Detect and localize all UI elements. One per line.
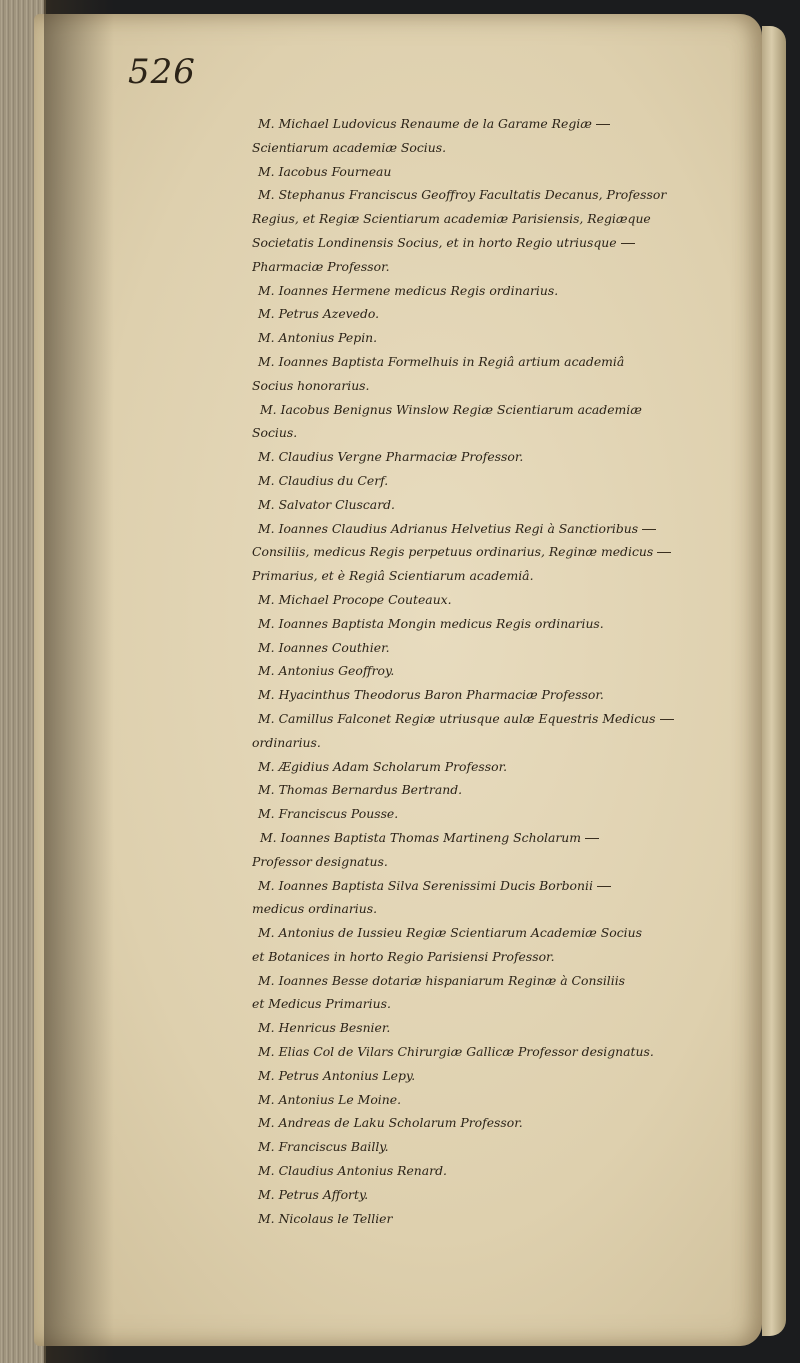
- list-line: Pharmaciæ Professor.: [252, 258, 390, 274]
- list-line: M. Thomas Bernardus Bertrand.: [258, 782, 463, 798]
- list-line: M. Michael Ludovicus Renaume de la Garame Regiæ: [252, 112, 692, 136]
- list-line: et Medicus Primarius.: [252, 996, 391, 1012]
- list-line: M. Claudius Vergne Pharmaciæ Professor.: [258, 449, 524, 465]
- list-line: M. Camillus Falconet Regiæ utriusque aulæ Equestris Medicus: [252, 707, 692, 731]
- list-line: M. Ioannes Hermene medicus Regis ordinarius.: [258, 282, 559, 298]
- list-line: M. Henricus Besnier.: [258, 1020, 391, 1036]
- list-line: M. Franciscus Bailly.: [258, 1139, 389, 1155]
- list-line: M. Antonius Geoffroy.: [258, 663, 395, 679]
- list-line: M. Claudius Antonius Renard.: [258, 1163, 447, 1179]
- list-line: Primarius, et è Regiâ Scientiarum academiâ.: [252, 568, 534, 584]
- list-line: M. Iacobus Fourneau: [258, 163, 392, 179]
- page-number: 526: [128, 52, 196, 92]
- list-line: M. Ioannes Besse dotariæ hispaniarum Reginæ à Consiliis: [258, 972, 626, 988]
- list-line: medicus ordinarius.: [252, 901, 378, 917]
- list-line: M. Iacobus Benignus Winslow Regiæ Scientiarum academiæ: [260, 401, 642, 417]
- list-line: M. Michael Procope Couteaux.: [258, 591, 452, 607]
- list-line: Consiliis, medicus Regis perpetuus ordinarius, Reginæ medicus: [252, 540, 692, 564]
- list-line: M. Antonius Le Moine.: [258, 1091, 402, 1107]
- list-line: Socius honorarius.: [252, 377, 370, 393]
- list-line: Scientiarum academiæ Socius.: [252, 139, 447, 155]
- list-line: M. Elias Col de Vilars Chirurgiæ Gallicæ Professor designatus.: [258, 1044, 654, 1060]
- list-line: Professor designatus.: [252, 853, 388, 869]
- list-line: ordinarius.: [252, 734, 321, 750]
- list-line: M. Ægidius Adam Scholarum Professor.: [258, 758, 508, 774]
- list-line: M. Ioannes Baptista Formelhuis in Regiâ artium academiâ: [258, 353, 625, 369]
- list-line: M. Franciscus Pousse.: [258, 806, 399, 822]
- list-line: M. Ioannes Baptista Silva Serenissimi Ducis Borbonii: [252, 874, 692, 898]
- list-line: M. Claudius du Cerf.: [258, 472, 389, 488]
- list-line: Regius, et Regiæ Scientiarum academiæ Parisiensis, Regiæque: [252, 211, 651, 227]
- member-list: [252, 112, 692, 1230]
- list-line: et Botanices in horto Regio Parisiensi Professor.: [252, 948, 555, 964]
- list-line: M. Petrus Antonius Lepy.: [258, 1067, 416, 1083]
- list-line: M. Andreas de Laku Scholarum Professor.: [258, 1115, 523, 1131]
- list-line: M. Salvator Cluscard.: [258, 496, 395, 512]
- list-line: M. Petrus Azevedo.: [258, 306, 380, 322]
- list-line: M. Stephanus Franciscus Geoffroy Facultatis Decanus, Professor: [258, 187, 667, 203]
- list-line: M. Ioannes Couthier.: [258, 639, 390, 655]
- list-line: M. Ioannes Baptista Mongin medicus Regis ordinarius.: [258, 615, 604, 631]
- list-line: M. Nicolaus le Tellier: [258, 1210, 393, 1226]
- list-line: M. Petrus Afforty.: [258, 1186, 369, 1202]
- list-line: M. Antonius de Iussieu Regiæ Scientiarum Academiæ Socius: [258, 925, 642, 941]
- list-line: Socius.: [252, 425, 298, 441]
- list-line: M. Ioannes Claudius Adrianus Helvetius Regi à Sanctioribus: [252, 517, 692, 541]
- list-line: M. Ioannes Baptista Thomas Martineng Scholarum: [252, 826, 692, 850]
- list-line: M. Hyacinthus Theodorus Baron Pharmaciæ Professor.: [258, 687, 604, 703]
- page-edge-right: [762, 26, 786, 1336]
- list-line: M. Antonius Pepin.: [258, 330, 378, 346]
- list-line: Societatis Londinensis Socius, et in horto Regio utriusque: [252, 231, 692, 255]
